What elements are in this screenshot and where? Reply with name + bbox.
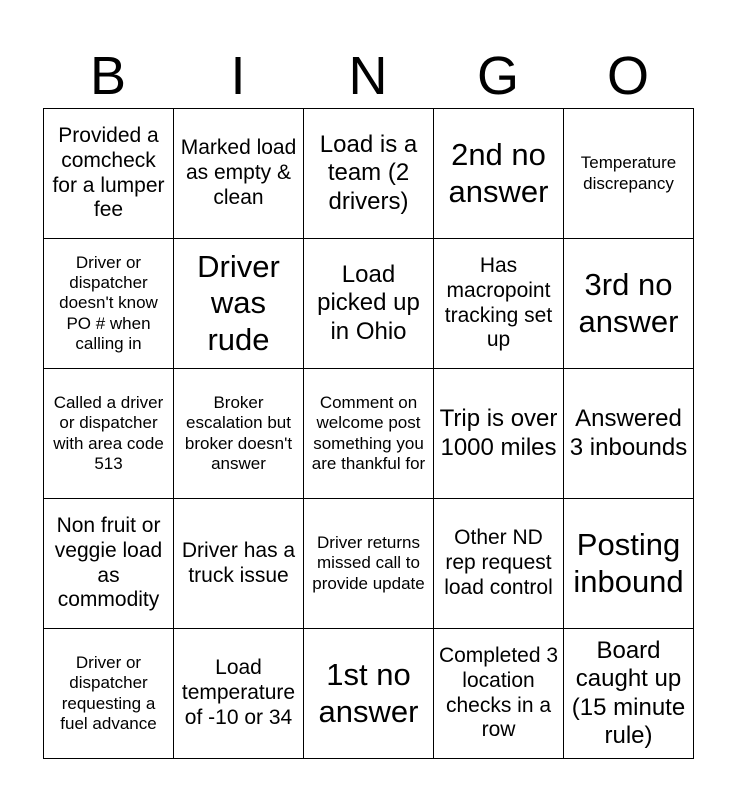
bingo-cell[interactable]: 3rd no answer bbox=[564, 239, 694, 369]
bingo-cell[interactable]: Has macropoint tracking set up bbox=[434, 239, 564, 369]
board-row bbox=[44, 629, 694, 759]
bingo-cell[interactable]: Driver returns missed call to provide update bbox=[304, 499, 434, 629]
bingo-cell[interactable]: 2nd no answer bbox=[434, 109, 564, 239]
bingo-cell[interactable]: Board caught up (15 minute rule) bbox=[564, 629, 694, 759]
board-row bbox=[44, 239, 694, 369]
board-row bbox=[44, 369, 694, 499]
header-letter-o: O bbox=[606, 46, 649, 106]
header-letter-n: N bbox=[348, 46, 388, 106]
bingo-cell[interactable]: Load is a team (2 drivers) bbox=[304, 109, 434, 239]
bingo-cell[interactable]: Driver has a truck issue bbox=[174, 499, 304, 629]
bingo-cell[interactable]: Comment on welcome post something you are thankful for bbox=[304, 369, 434, 499]
bingo-cell[interactable]: Non fruit or veggie load as commodity bbox=[44, 499, 174, 629]
header-letter-i: I bbox=[230, 46, 246, 106]
bingo-cell[interactable]: Provided a comcheck for a lumper fee bbox=[44, 109, 174, 239]
bingo-cell[interactable]: Driver or dispatcher doesn't know PO # when calling in bbox=[44, 239, 174, 369]
bingo-header bbox=[43, 44, 693, 108]
bingo-cell[interactable]: Other ND rep request load control bbox=[434, 499, 564, 629]
bingo-cell[interactable]: Broker escalation but broker doesn't answer bbox=[174, 369, 304, 499]
bingo-cell[interactable]: 1st no answer bbox=[304, 629, 434, 759]
bingo-cell[interactable]: Completed 3 location checks in a row bbox=[434, 629, 564, 759]
header-letter-g: G bbox=[476, 46, 519, 106]
bingo-cell[interactable]: Load temperature of -10 or 34 bbox=[174, 629, 304, 759]
bingo-cell[interactable]: Marked load as empty & clean bbox=[174, 109, 304, 239]
bingo-cell[interactable]: Temperature discrepancy bbox=[564, 109, 694, 239]
bingo-cell[interactable]: Answered 3 inbounds bbox=[564, 369, 694, 499]
bingo-cell[interactable]: Driver was rude bbox=[174, 239, 304, 369]
board-row bbox=[44, 109, 694, 239]
bingo-cell[interactable]: Load picked up in Ohio bbox=[304, 239, 434, 369]
bingo-board bbox=[43, 108, 694, 759]
bingo-cell[interactable]: Called a driver or dispatcher with area code 513 bbox=[44, 369, 174, 499]
bingo-cell[interactable]: Trip is over 1000 miles bbox=[434, 369, 564, 499]
bingo-cell[interactable]: Posting inbound bbox=[564, 499, 694, 629]
bingo-cell[interactable]: Driver or dispatcher requesting a fuel advance bbox=[44, 629, 174, 759]
board-row bbox=[44, 499, 694, 629]
header-letter-b: B bbox=[89, 46, 127, 106]
